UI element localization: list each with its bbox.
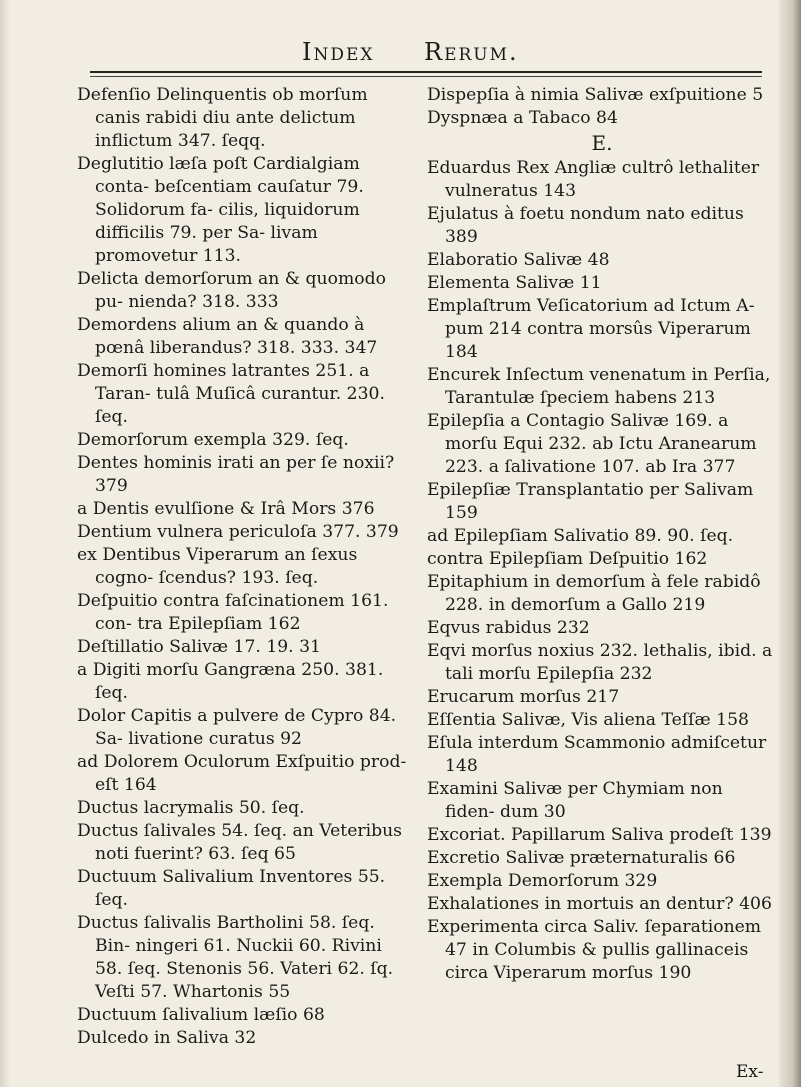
- index-entry: Ductuum Salivalium Inventores 55. ſeq.: [77, 867, 386, 910]
- index-entry: Examini Salivæ per Chymiam non fiden- dum 30: [427, 779, 723, 822]
- index-entry: Eduardus Rex Angliæ cultrô lethaliter vulneratus 143: [427, 158, 760, 201]
- index-entry: contra Epilepſiam Deſpuitio 162: [427, 549, 708, 569]
- index-entry: Deſtillatio Salivæ 17. 19. 31: [77, 637, 321, 657]
- right-column: [427, 84, 777, 985]
- header-word-rerum: Rerum.: [424, 38, 519, 66]
- header-rule-thin: [90, 76, 762, 77]
- index-entry: Elaboratio Salivæ 48: [427, 250, 610, 270]
- catchword: Ex-: [736, 1062, 764, 1082]
- index-entry: Elementa Salivæ 11: [427, 273, 602, 293]
- index-entry: Excoriat. Papillarum Saliva prodeſt 139: [427, 825, 772, 845]
- index-entry: Epilepſiæ Transplantatio per Salivam 159: [427, 480, 754, 523]
- index-entry: Epitaphium in demorſum à fele rabidô 228. in demorſum a Gallo 219: [427, 572, 761, 615]
- index-entry: Excretio Salivæ præternaturalis 66: [427, 848, 736, 868]
- index-entry: Dolor Capitis a pulvere de Cypro 84. Sa- livatione curatus 92: [77, 706, 397, 749]
- index-entry: Eſula interdum Scammonio admiſcetur 148: [427, 733, 767, 776]
- index-entry: Ductuum ſalivalium læſio 68: [77, 1005, 325, 1025]
- index-entry: Dispepſia à nimia Salivæ exſpuitione 5: [427, 85, 764, 105]
- index-entry: Demorſorum exempla 329. ſeq.: [77, 430, 349, 450]
- header-rule: [90, 71, 762, 73]
- running-header: [0, 30, 801, 70]
- header-word-index: Index: [302, 38, 375, 66]
- index-entry: Exhalationes in mortuis an dentur? 406: [427, 894, 772, 914]
- index-entry: Ductus ſalivales 54. ſeq. an Veteribus noti fuerint? 63. ſeq 65: [77, 821, 402, 864]
- index-entry: ad Dolorem Oculorum Exſpuitio prod- eſt 164: [77, 752, 407, 795]
- page-edge-right: [779, 0, 801, 1087]
- index-entry: Epilepſia a Contagio Salivæ 169. a morſu Equi 232. ab Ictu Aranearum 223. a ſalivatione 107. ab Ira 377: [427, 411, 757, 477]
- index-entry: Dulcedo in Saliva 32: [77, 1028, 257, 1048]
- index-entry: Delicta demorſorum an & quomodo pu- nienda? 318. 333: [77, 269, 386, 312]
- index-entry: ad Epilepſiam Salivatio 89. 90. ſeq.: [427, 526, 734, 546]
- index-entry: Erucarum morſus 217: [427, 687, 620, 707]
- index-entry: Dentes hominis irati an per ſe noxii? 379: [77, 453, 395, 496]
- index-entry: a Digiti morſu Gangræna 250. 381. ſeq.: [77, 660, 384, 703]
- page-edge-left: [0, 0, 10, 1087]
- index-entry: Demorſi homines latrantes 251. a Taran- tulâ Muſicâ curantur. 230. ſeq.: [77, 361, 385, 427]
- index-entry: Ductus ſalivalis Bartholini 58. ſeq. Bin- ningeri 61. Nuckii 60. Rivini 58. ſeq. Stenonis 56. Vateri 62. ſq. Veſti 57. Whartonis 55: [77, 913, 394, 1002]
- index-entry: Deglutitio læſa poſt Cardialgiam conta- beſcentiam cauſatur 79. Solidorum fa- cilis, liquidorum difficilis 79. per Sa- livam promovetur 113.: [77, 154, 364, 266]
- index-entry: Eqvi morſus noxius 232. lethalis, ibid. a tali morſu Epilepſia 232: [427, 641, 773, 684]
- index-entry: Dentium vulnera periculoſa 377. 379: [77, 522, 399, 542]
- index-entry: Exempla Demorſorum 329: [427, 871, 658, 891]
- index-entry: Eqvus rabidus 232: [427, 618, 590, 638]
- index-entry: Experimenta circa Saliv. ſeparationem 47 in Columbis & pullis gallinaceis circa Viperarum morſus 190: [427, 917, 762, 983]
- index-entry: Demordens alium an & quando à pœnâ liberandus? 318. 333. 347: [77, 315, 378, 358]
- index-entry: Ductus lacrymalis 50. ſeq.: [77, 798, 305, 818]
- index-entry: Eſſentia Salivæ, Vis aliena Teſſæ 158: [427, 710, 749, 730]
- index-entry: Deſpuitio contra faſcinationem 161. con- tra Epilepſiam 162: [77, 591, 389, 634]
- index-entry: Dyspnæa a Tabaco 84: [427, 108, 618, 128]
- section-letter: E.: [591, 131, 613, 155]
- index-entry: Defenſio Delinquentis ob morſum canis rabidi diu ante delictum inflictum 347. ſeqq.: [77, 85, 368, 151]
- index-entry: a Dentis evulſione & Irâ Mors 376: [77, 499, 375, 519]
- index-entry: Ejulatus à foetu nondum nato editus 389: [427, 204, 744, 247]
- index-entry: Encurek Inſectum venenatum in Perſia, Tarantulæ ſpeciem habens 213: [427, 365, 771, 408]
- left-column: [77, 84, 413, 1050]
- index-entry: Emplaſtrum Veſicatorium ad Ictum A- pum 214 contra morsûs Viperarum 184: [427, 296, 755, 362]
- index-entry: ex Dentibus Viperarum an ſexus cogno- ſcendus? 193. ſeq.: [77, 545, 358, 588]
